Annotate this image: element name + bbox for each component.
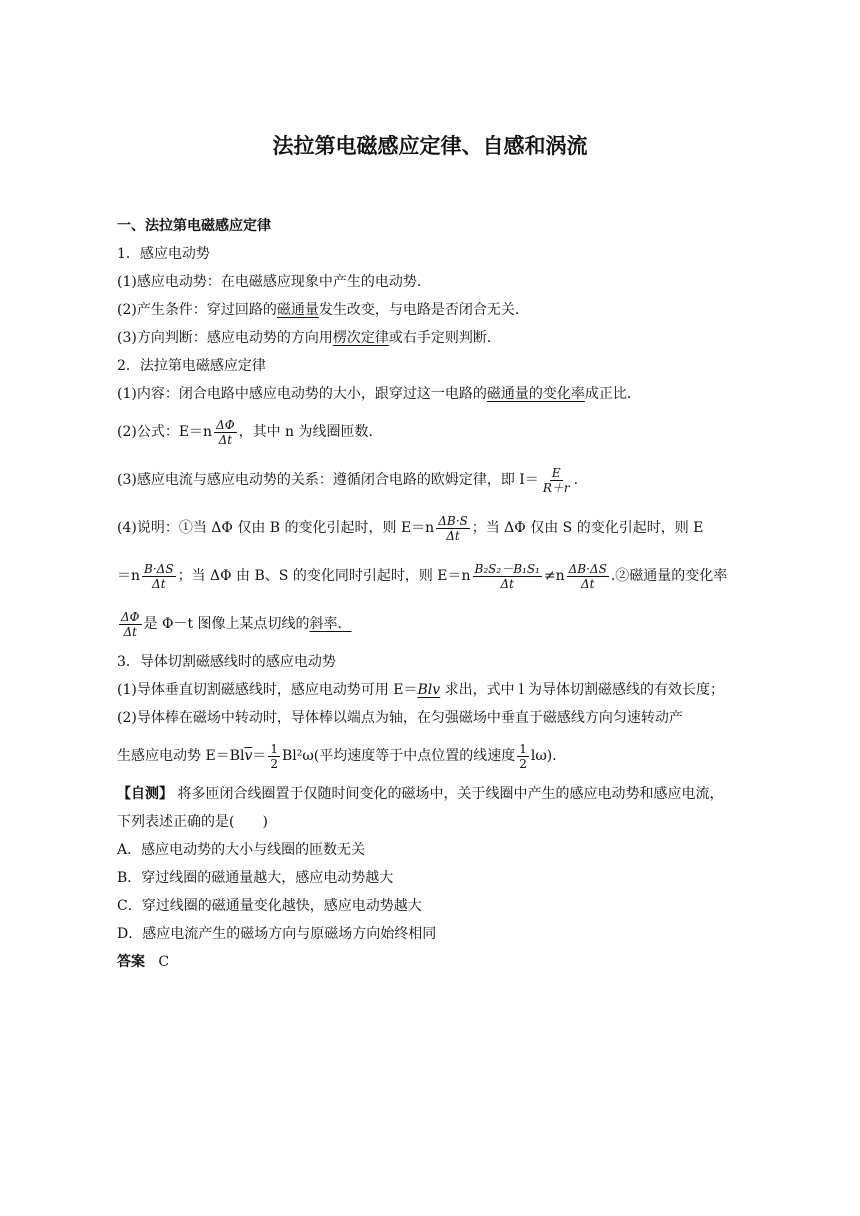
text: .②磁通量的变化率 [610, 568, 728, 584]
fraction [142, 562, 176, 591]
quiz-option-b: B．穿过线圈的磁通量越大，感应电动势越大 [117, 870, 394, 886]
text: Bl²ω(平均速度等于中点位置的线速度 [282, 748, 516, 764]
document-body [117, 212, 737, 976]
denominator: Δt [152, 576, 166, 591]
underlined-term: 楞次定律 [332, 330, 389, 346]
page-title: 法拉第电磁感应定律、自感和涡流 [272, 134, 588, 158]
underlined-term: Blv [417, 682, 441, 698]
numerator: B₂S₂－B₁S₁ [474, 561, 540, 576]
text: 或右手定则判断． [388, 330, 501, 346]
fraction [268, 742, 280, 771]
numerator: ΔB·S [438, 513, 468, 528]
denominator: 2 [270, 756, 278, 771]
text: (1)内容：闭合电路中感应电动势的大小，跟穿过这一电路的 [117, 386, 487, 402]
quiz-question [117, 780, 737, 836]
fraction [541, 466, 572, 495]
text: (4)说明：①当 ΔΦ 仅由 B 的变化引起时，则 E＝n [117, 520, 435, 536]
text: ，其中 n 为线圈匝数． [238, 424, 383, 440]
underlined-term: 磁通量 [276, 302, 319, 318]
fraction [119, 610, 142, 639]
fraction [473, 562, 542, 591]
paragraph [117, 600, 737, 648]
numerator: ΔΦ [216, 417, 235, 432]
text: 成正比． [584, 386, 641, 402]
text: 发生改变，与电路是否闭合无关． [318, 302, 529, 318]
fraction [436, 514, 470, 543]
text: ≠n [543, 568, 565, 584]
denominator: R＋r [542, 480, 570, 495]
underlined-term: 磁通量的变化率 [486, 386, 585, 402]
fraction [214, 418, 237, 447]
paragraph [117, 296, 737, 324]
text: ＝ [252, 748, 267, 764]
numerator: 1 [270, 741, 278, 756]
paragraph [117, 456, 737, 504]
text: lω)． [530, 748, 567, 764]
quiz-option-c: C．穿过线圈的磁通量变化越快，感应电动势越大 [117, 898, 422, 914]
text: 求出，式中 l 为导体切割磁感线的有效长度； [440, 682, 725, 698]
answer-label: 答案 [117, 954, 145, 970]
subsection-heading: 1．感应电动势 [117, 246, 210, 262]
quiz-option-d: D．感应电流产生的磁场方向与原磁场方向始终相同 [117, 926, 437, 942]
answer-value: C [158, 954, 170, 970]
numerator: E [551, 465, 561, 480]
fraction [517, 742, 529, 771]
denominator: Δt [446, 528, 460, 543]
text: 生感应电动势 E＝Bl [117, 748, 245, 764]
quiz-tag: 【自测】 [117, 786, 173, 802]
text: (3)感应电流与感应电动势的关系：遵循闭合电路的欧姆定律，即 I＝ [117, 472, 539, 488]
section-heading: 一、法拉第电磁感应定律 [117, 218, 271, 234]
subsection-heading: 3．导体切割磁感线时的感应电动势 [117, 654, 336, 670]
paragraph: (2)导体棒在磁场中转动时，导体棒以端点为轴，在匀强磁场中垂直于磁感线方向匀速转动产 [117, 710, 683, 726]
numerator: B·ΔS [144, 561, 174, 576]
subsection-heading: 2．法拉第电磁感应定律 [117, 358, 266, 374]
paragraph [117, 380, 737, 408]
paragraph [117, 732, 737, 780]
denominator: Δt [123, 624, 137, 639]
text: 是 Φ－t 图像上某点切线的 [143, 616, 310, 632]
quiz-answer [117, 948, 737, 976]
text: ；当 ΔΦ 仅由 S 的变化引起时，则 E [471, 520, 704, 536]
text: (2)公式：E＝n [117, 424, 213, 440]
denominator: Δt [218, 432, 233, 447]
text: (2)产生条件：穿过回路的 [117, 302, 277, 318]
paragraph [117, 504, 737, 552]
text: (3)方向判断：感应电动势的方向用 [117, 330, 333, 346]
fraction [567, 562, 609, 591]
denominator: Δt [500, 576, 514, 591]
paragraph [117, 676, 737, 704]
denominator: Δt [580, 576, 595, 591]
paragraph [117, 324, 737, 352]
text: (1)导体垂直切割磁感线时，感应电动势可用 E＝ [117, 682, 418, 698]
numerator: ΔΦ [121, 609, 140, 624]
quiz-option-a: A．感应电动势的大小与线圈的匝数无关 [117, 842, 366, 858]
underlined-term: 斜率． [309, 616, 352, 632]
text: ＝n [117, 568, 141, 584]
numerator: 1 [519, 741, 527, 756]
question-text: 将多匝闭合线圈置于仅随时间变化的磁场中，关于线圈中产生的感应电动势和感应电流，下列表述正确的是( ) [117, 786, 724, 830]
average-velocity: $\overline{v}$ [244, 748, 253, 764]
paragraph: (1)感应电动势：在电磁感应现象中产生的电动势． [117, 274, 431, 290]
numerator: ΔB·ΔS [568, 561, 607, 576]
text: ；当 ΔΦ 由 B、S 的变化同时引起时，则 E＝n [177, 568, 471, 584]
paragraph [117, 408, 737, 456]
denominator: 2 [519, 756, 527, 771]
paragraph [117, 552, 737, 600]
text: . [573, 472, 579, 488]
